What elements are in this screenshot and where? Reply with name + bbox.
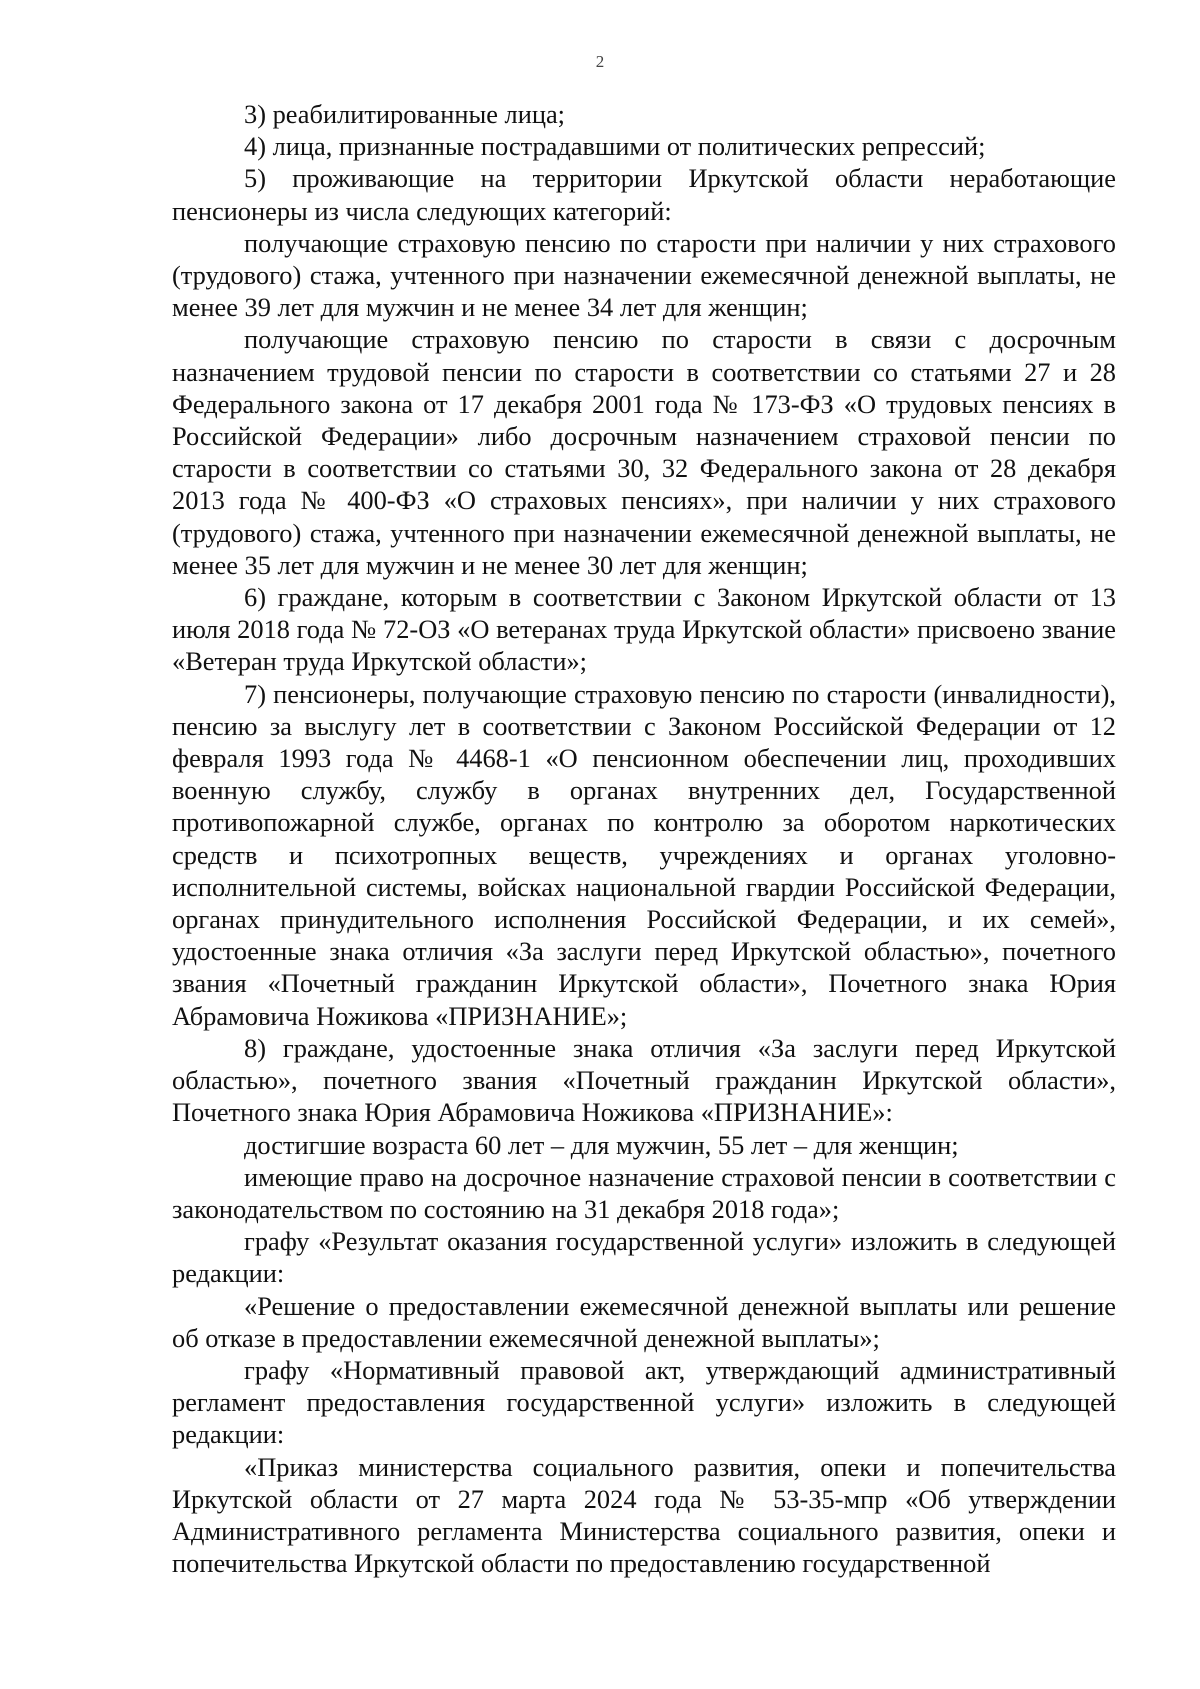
paragraph-subitem-age: достигшие возраста 60 лет – для мужчин, 55 лет – для женщин; bbox=[244, 1129, 959, 1160]
paragraph-normative-column: графу «Нормативный правовой акт, утверждающий административный регламент предоставления государственной услуги» изложить в следующей редакции: bbox=[172, 1354, 1116, 1450]
paragraph-subitem-early-pension: получающие страховую пенсию по старости в связи с досрочным назначением трудовой пенсии по старости в соответствии со статьями 27 и 28 Федерального закона от 17 декабря 2001 года № 173-ФЗ «О трудовых пенсиях в Российской Федерации» либо досрочным назначением страховой пенсии по старости в соответствии со статьями 30, 32 Федерального закона от 28 декабря 2013 года № 400-ФЗ «О страховых пенсиях», при наличии у них страхового (трудового) стажа, учтенного при назначении ежемесячной денежной выплаты, не менее 35 лет для мужчин и не менее 30 лет для женщин; bbox=[172, 324, 1116, 580]
paragraph-item-5: 5) проживающие на территории Иркутской области неработающие пенсионеры из числа следующих категорий: bbox=[172, 163, 1116, 226]
paragraph-subitem-insurance-39-34: получающие страховую пенсию по старости при наличии у них страхового (трудового) стажа, учтенного при назначении ежемесячной денежной выплаты, не менее 39 лет для мужчин и не менее 34 лет для женщин; bbox=[172, 227, 1116, 323]
page-number: 2 bbox=[595, 52, 605, 71]
paragraph-order-text: «Приказ министерства социального развития, опеки и попечительства Иркутской области от 27 марта 2024 года № 53-35-мпр «Об утверждении Административного регламента Министерства социального развития, опеки и попечительства Иркутской области по предоставлению государственной bbox=[172, 1451, 1116, 1579]
paragraph-item-3: 3) реабилитированные лица; bbox=[244, 99, 565, 129]
paragraph-result-text: «Решение о предоставлении ежемесячной денежной выплаты или решение об отказе в предоставлении ежемесячной денежной выплаты»; bbox=[172, 1290, 1116, 1353]
paragraph-item-7: 7) пенсионеры, получающие страховую пенсию по старости (инвалидности), пенсию за выслугу лет в соответствии с Законом Российской Федерации от 12 февраля 1993 года № 4468-1 «О пенсионном обеспечении лиц, проходивших военную службу, службу в органах внутренних дел, Государственной противопожарной службе, органах по контролю за оборотом наркотических средств и психотропных веществ, учреждениях и органах уголовно-исполнительной системы, войсках национальной гвардии Российской Федерации, органах принудительного исполнения Российской Федерации, и их семей», удостоенные знака отличия «За заслуги перед Иркутской областью», почетного звания «Почетный гражданин Иркутской области», Почетного знака Юрия Абрамовича Ножикова «ПРИЗНАНИЕ»; bbox=[172, 678, 1116, 1031]
document-body bbox=[172, 98, 1116, 1579]
paragraph-result-column: графу «Результат оказания государственной услуги» изложить в следующей редакции: bbox=[172, 1226, 1116, 1289]
paragraph-item-6: 6) граждане, которым в соответствии с Законом Иркутской области от 13 июля 2018 года № 72-ОЗ «О ветеранах труда Иркутской области» присвоено звание «Ветеран труда Иркутской области»; bbox=[172, 582, 1116, 677]
paragraph-subitem-early-right: имеющие право на досрочное назначение страховой пенсии в соответствии с законодательством по состоянию на 31 декабря 2018 года»; bbox=[172, 1161, 1116, 1224]
paragraph-item-4: 4) лица, признанные пострадавшими от политических репрессий; bbox=[244, 131, 986, 162]
paragraph-item-8: 8) граждане, удостоенные знака отличия «За заслуги перед Иркутской областью», почетного звания «Почетный гражданин Иркутской области», Почетного знака Юрия Абрамовича Ножикова «ПРИЗНАНИЕ»: bbox=[172, 1032, 1116, 1128]
